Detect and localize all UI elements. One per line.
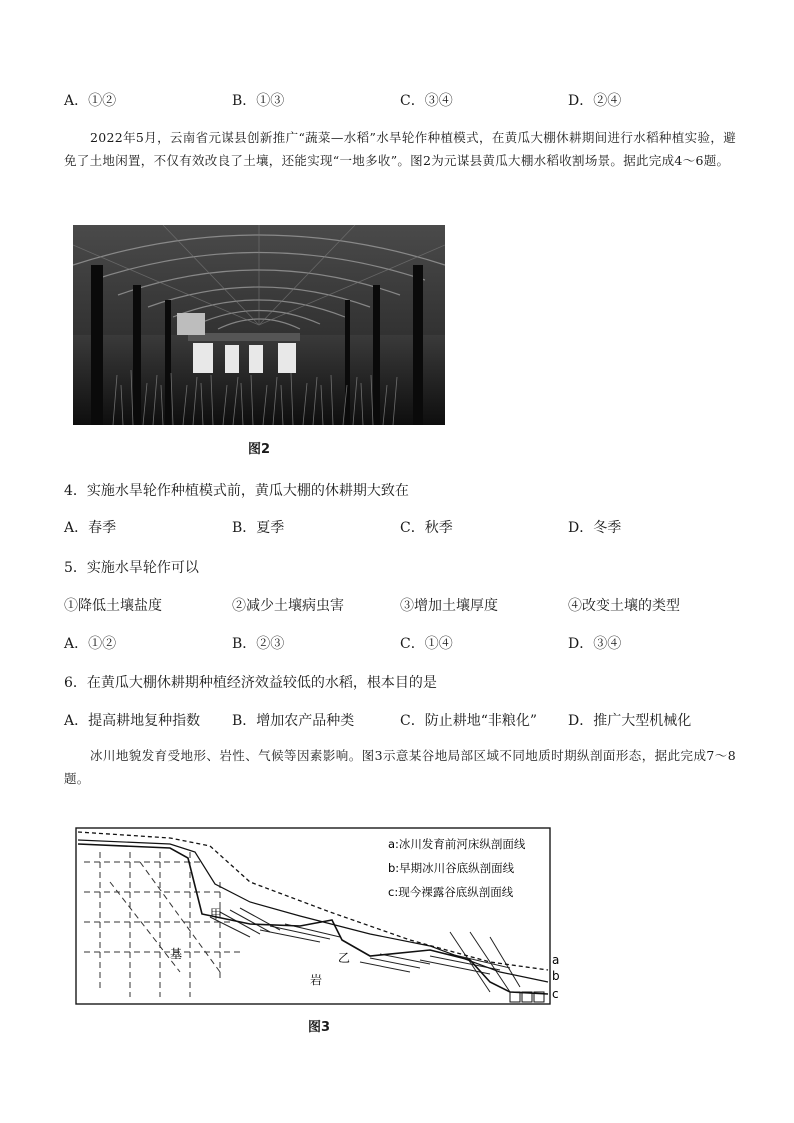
label-ji: 基 — [170, 947, 183, 961]
q5-option-b[interactable]: B．②③ — [232, 636, 285, 652]
profile-line-a — [78, 832, 548, 970]
q6-option-a[interactable]: A．提高耕地复种指数 — [64, 713, 201, 729]
q6-option-c[interactable]: C．防止耕地“非粮化” — [400, 713, 538, 729]
q5-option-d[interactable]: D．③④ — [568, 636, 622, 652]
q6-options — [64, 710, 744, 734]
passage-1: 2022年5月，云南省元谋县创新推广“蔬菜—水稻”水旱轮作种植模式，在黄瓜大棚休耕期间进行水稻种植实验，避免了土地闲置，不仅有效改良了土壤，还能实现“一地多收”。图2为元谋县黄瓜大棚水稻收割场景。据此完成4～6题。 — [64, 130, 736, 168]
line-c-label: c — [552, 987, 559, 1001]
q5-item-2: ②减少土壤病虫害 — [232, 598, 344, 614]
greenhouse-illustration — [73, 225, 445, 425]
q6-option-b[interactable]: B．增加农产品种类 — [232, 713, 355, 729]
q4-option-a[interactable]: A．春季 — [64, 520, 117, 536]
q5-options — [64, 633, 744, 657]
q6-stem: 6．在黄瓜大棚休耕期种植经济效益较低的水稻，根本目的是 — [64, 675, 437, 691]
q4-option-c[interactable]: C．秋季 — [400, 520, 453, 536]
legend-a: a:冰川发育前河床纵剖面线 — [388, 837, 526, 851]
glacier-profile-diagram — [70, 822, 560, 1012]
profile-svg — [70, 822, 560, 1012]
q5-item-4: ④改变土壤的类型 — [568, 598, 680, 614]
hatch-zones — [210, 908, 520, 992]
q3-options — [64, 90, 744, 114]
line-b-label: b — [552, 969, 560, 983]
label-jia: 甲 — [210, 907, 223, 921]
figure-3-caption: 图3 — [308, 1020, 331, 1035]
q3-option-c[interactable]: C．③④ — [400, 93, 453, 109]
q4-stem: 4．实施水旱轮作种植模式前，黄瓜大棚的休耕期大致在 — [64, 483, 409, 499]
q3-option-b[interactable]: B．①③ — [232, 93, 285, 109]
q3-option-a[interactable]: A．①② — [64, 93, 117, 109]
legend-c: c:现今裸露谷底纵剖面线 — [388, 885, 514, 899]
legend-b: b:早期冰川谷底纵剖面线 — [388, 861, 515, 875]
q5-stem: 5．实施水旱轮作可以 — [64, 560, 199, 576]
q3-option-d[interactable]: D．②④ — [568, 93, 622, 109]
q5-option-c[interactable]: C．①④ — [400, 636, 453, 652]
q5-option-a[interactable]: A．①② — [64, 636, 117, 652]
label-yan: 岩 — [310, 973, 323, 987]
q5-items — [64, 595, 744, 619]
q5-item-1: ①降低土壤盐度 — [64, 598, 162, 614]
q6-option-d[interactable]: D．推广大型机械化 — [568, 713, 692, 729]
figure-2-caption: 图2 — [248, 442, 271, 457]
q4-options — [64, 517, 744, 541]
label-yi: 乙 — [338, 951, 351, 965]
q4-option-d[interactable]: D．冬季 — [568, 520, 622, 536]
q4-option-b[interactable]: B．夏季 — [232, 520, 285, 536]
greenhouse-photo — [73, 225, 445, 425]
passage-2: 冰川地貌发育受地形、岩性、气候等因素影响。图3示意某谷地局部区域不同地质时期纵剖面形态，据此完成7～8题。 — [64, 748, 736, 786]
line-a-label: a — [552, 953, 560, 967]
q5-item-3: ③增加土壤厚度 — [400, 598, 498, 614]
bedrock-joints — [84, 852, 240, 997]
